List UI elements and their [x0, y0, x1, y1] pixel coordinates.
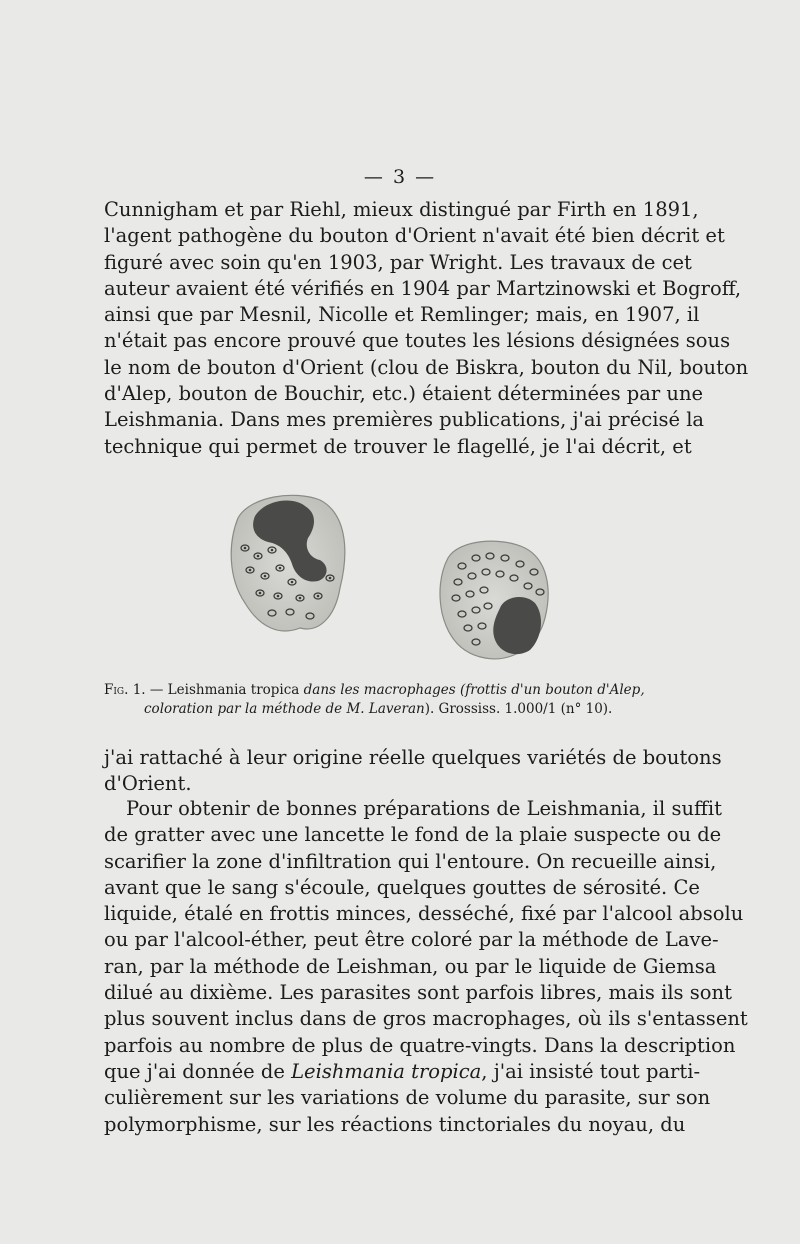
text-line: d'Alep, bouton de Bouchir, etc.) étaient déterminées par une	[104, 382, 704, 406]
text-line: ou par l'alcool-éther, peut être coloré par la méthode de Lave-	[104, 928, 719, 952]
paragraph-3	[104, 796, 748, 1138]
text-line: Leishmania. Dans mes premières publications, j'ai précisé la	[104, 408, 705, 432]
figure-macrophages-illustration	[200, 478, 600, 678]
text-line: de gratter avec une lancette le fond de la plaie suspecte ou de	[104, 823, 722, 847]
text-line: plus souvent inclus dans de gros macrophages, où ils s'entassent	[104, 1007, 748, 1031]
caption-italic-2: coloration par la méthode de M. Laveran	[144, 701, 425, 717]
text-line: culièrement sur les variations de volume du parasite, sur son	[104, 1086, 711, 1110]
text-line: d'Orient.	[104, 772, 192, 796]
text-line: parfois au nombre de plus de quatre-vingts. Dans la description	[104, 1033, 736, 1057]
figure-caption	[104, 681, 674, 719]
text-line: Cunnigham et par Riehl, mieux distingué par Firth en 1891,	[104, 198, 699, 221]
caption-line-1	[104, 681, 674, 700]
text-line: le nom de bouton d'Orient (clou de Biskra, bouton du Nil, bouton	[104, 355, 749, 379]
caption-line-2	[104, 700, 674, 719]
text-line: scarifier la zone d'infiltration qui l'entoure. On recueille ainsi,	[104, 849, 717, 873]
caption-italic-1: dans les macrophages (frottis d'un bouton d'Alep,	[303, 682, 645, 698]
caption-dash: —	[145, 682, 168, 698]
text-fragment: que j'ai donnée de	[104, 1059, 292, 1083]
macrophage-cell-right	[440, 541, 548, 659]
text-line: figuré avec soin qu'en 1903, par Wright. Les travaux de cet	[104, 250, 692, 274]
paragraph-1	[104, 197, 749, 460]
paragraph-2	[104, 745, 722, 798]
text-line	[104, 1059, 701, 1085]
text-line: Pour obtenir de bonnes préparations de Leishmania, il suffit	[126, 797, 722, 820]
page-number: — 3 —	[363, 166, 437, 188]
text-line: polymorphisme, sur les réactions tinctoriales du noyau, du	[104, 1112, 686, 1136]
macrophage-cell-left	[231, 495, 345, 631]
text-line: liquide, étalé en frottis minces, desséché, fixé par l'alcool absolu	[104, 902, 744, 926]
text-line: auteur avaient été vérifiés en 1904 par Martzinowski et Bogroff,	[104, 276, 742, 300]
text-line: dilué au dixième. Les parasites sont parfois libres, mais ils sont	[104, 981, 732, 1005]
caption-magnification: ). Grossiss. 1.000/1 (n° 10).	[424, 701, 613, 717]
text-line: n'était pas encore prouvé que toutes les lésions désignées sous	[104, 329, 731, 353]
text-line: avant que le sang s'écoule, quelques gouttes de sérosité. Ce	[104, 875, 700, 899]
text-line: j'ai rattaché à leur origine réelle quelques variétés de boutons	[104, 746, 722, 769]
text-line: l'agent pathogène du bouton d'Orient n'avait été bien décrit et	[104, 224, 725, 248]
text-line: technique qui permet de trouver le flagellé, je l'ai décrit, et	[104, 434, 692, 458]
figure-label: Fig. 1.	[104, 682, 146, 698]
text-fragment: , j'ai insisté tout parti-	[481, 1059, 701, 1083]
species-name-italic: Leishmania tropica	[291, 1059, 482, 1083]
caption-species: Leishmania tropica	[167, 682, 304, 698]
text-line: ainsi que par Mesnil, Nicolle et Remlinger; mais, en 1907, il	[104, 303, 700, 327]
text-line: ran, par la méthode de Leishman, ou par le liquide de Giemsa	[104, 954, 717, 978]
